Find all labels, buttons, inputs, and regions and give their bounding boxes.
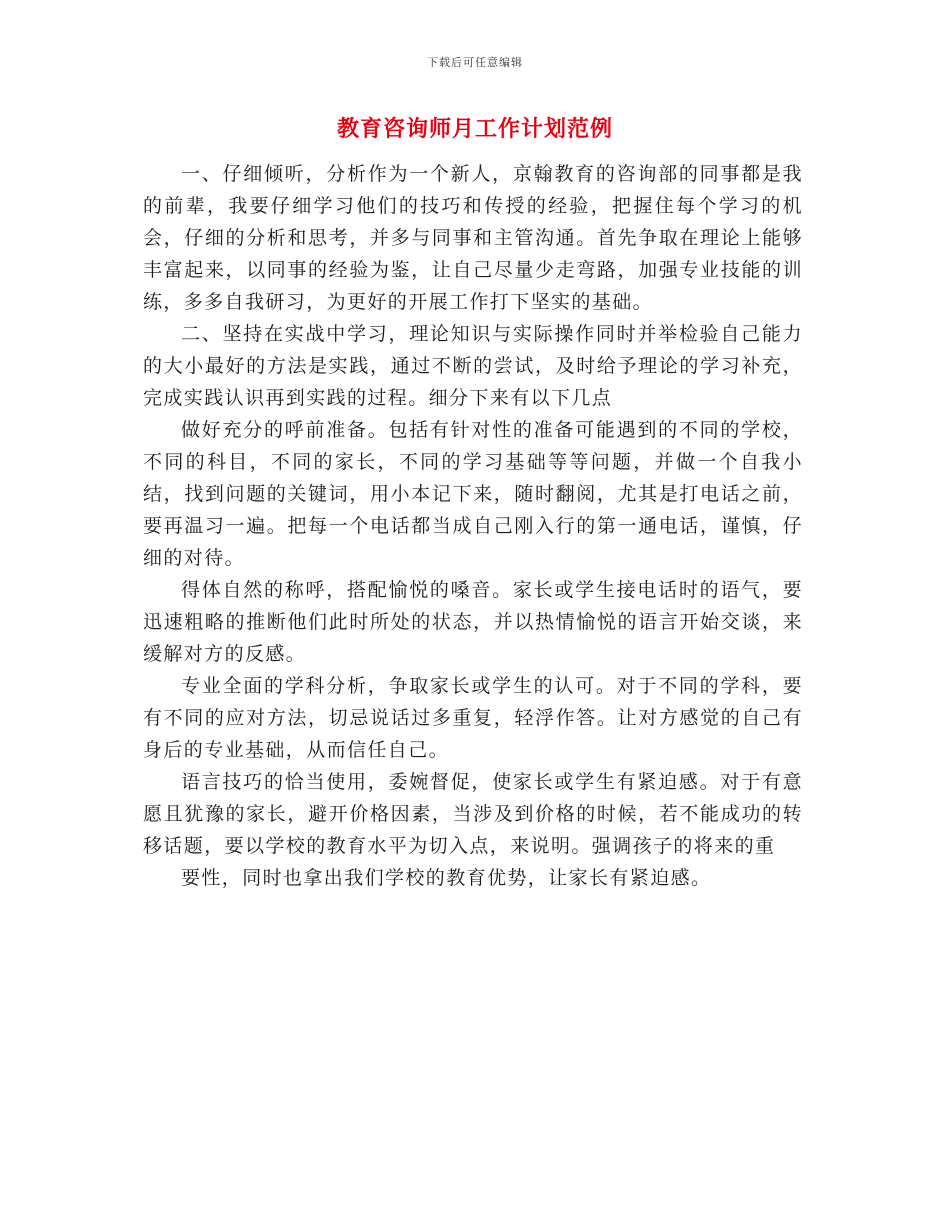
paragraph-5: 专业全面的学科分析，争取家长或学生的认可。对于不同的学科，要有不同的应对方法，切忌说话过多重复，轻浮作答。让对方感觉的自己有身后的专业基础，从而信任自己。 bbox=[143, 675, 803, 761]
paragraph-6: 语言技巧的恰当使用，委婉督促，使家长或学生有紧迫感。对于有意愿且犹豫的家长，避开价格因素，当涉及到价格的时候，若不能成功的转移话题，要以学校的教育水平为切入点，来说明。强调孩子的将来的重 bbox=[143, 771, 803, 857]
paragraph-2: 二、坚持在实战中学习，理论知识与实际操作同时并举检验自己能力的大小最好的方法是实践，通过不断的尝试，及时给予理论的学习补充，完成实践认识再到实践的过程。细分下来有以下几点 bbox=[143, 323, 803, 409]
paragraph-7: 要性，同时也拿出我们学校的教育优势，让家长有紧迫感。 bbox=[181, 867, 712, 889]
document-title: 教育咨询师月工作计划范例 bbox=[336, 116, 613, 142]
paragraph-3: 做好充分的呼前准备。包括有针对性的准备可能遇到的不同的学校，不同的科目，不同的家长，不同的学习基础等等问题，并做一个自我小结，找到问题的关键词，用小本记下来，随时翻阅，尤其是打电话之前，要再温习一遍。把每一个电话都当成自己刚入行的第一通电话，谨慎，仔细的对待。 bbox=[143, 419, 803, 569]
document-body bbox=[143, 158, 803, 894]
header-note: 下载后可任意编辑 bbox=[427, 56, 523, 69]
paragraph-4: 得体自然的称呼，搭配愉悦的嗓音。家长或学生接电话时的语气，要迅速粗略的推断他们此时所处的状态，并以热情愉悦的语言开始交谈，来缓解对方的反感。 bbox=[143, 579, 803, 665]
paragraph-1: 一、仔细倾听，分析作为一个新人，京翰教育的咨询部的同事都是我的前辈，我要仔细学习他们的技巧和传授的经验，把握住每个学习的机会，仔细的分析和思考，并多与同事和主管沟通。首先争取在理论上能够丰富起来，以同事的经验为鉴，让自己尽量少走弯路，加强专业技能的训练，多多自我研习，为更好的开展工作打下坚实的基础。 bbox=[143, 163, 803, 313]
